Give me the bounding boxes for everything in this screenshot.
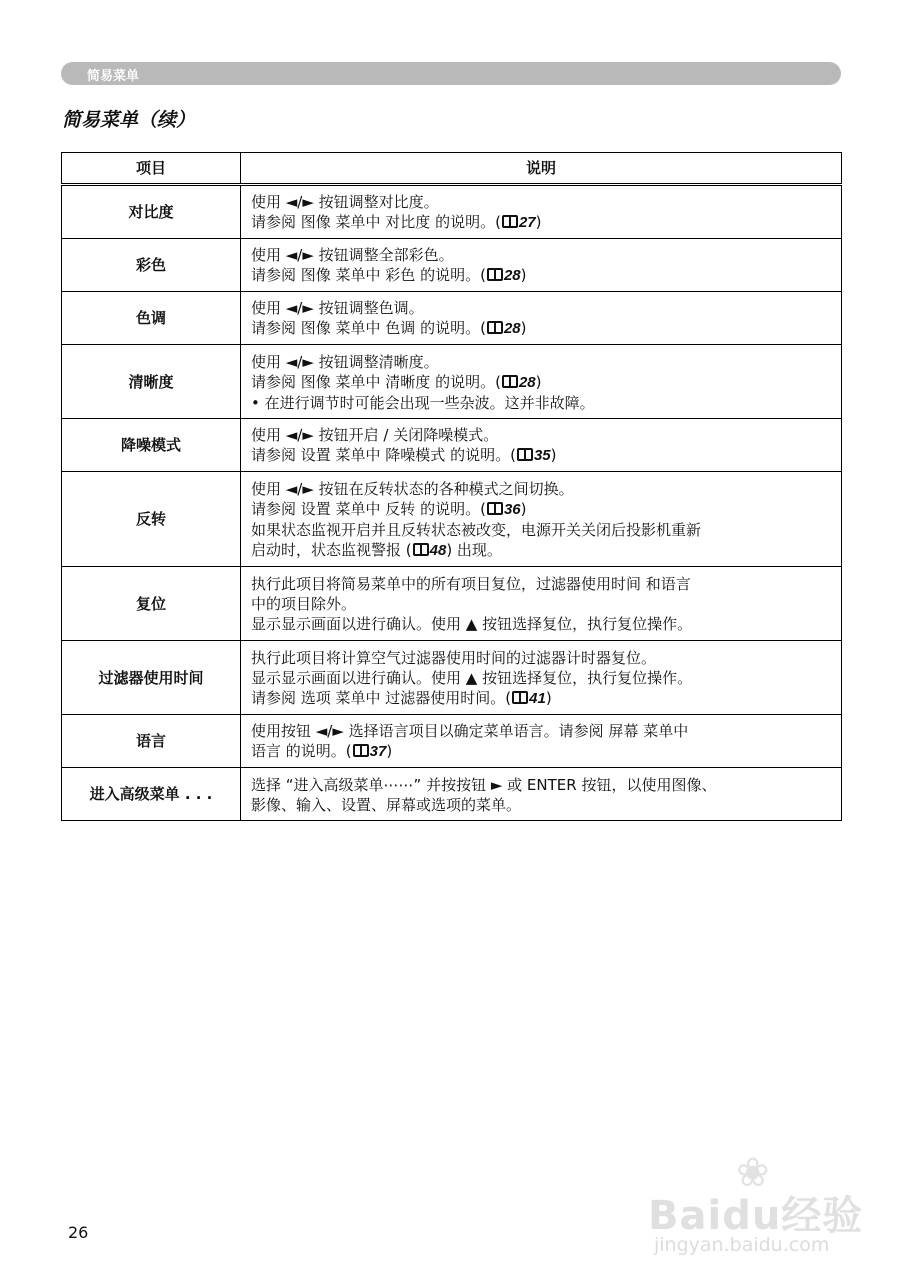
row-description — [241, 641, 842, 715]
description-text: 请参阅 图像 菜单中 彩色 的说明。( — [251, 266, 486, 284]
row-description — [241, 185, 842, 239]
row-item-name: 对比度 — [62, 185, 241, 239]
description-text-after: ) — [520, 266, 527, 284]
description-text: 中的项目除外。 — [251, 595, 357, 613]
description-line — [251, 352, 831, 372]
description-text: 使用 ◄/► 按钮在反转状态的各种模式之间切换。 — [251, 479, 574, 498]
description-line — [251, 445, 831, 466]
row-item-name: 彩色 — [62, 239, 241, 292]
page-reference — [516, 446, 551, 464]
description-text-after: ) — [520, 319, 527, 337]
page-reference — [501, 373, 536, 391]
watermark — [648, 1150, 864, 1260]
row-item-name: 过滤器使用时间 — [62, 641, 241, 715]
description-text: 执行此项目将计算空气过滤器使用时间的过滤器计时器复位。 — [251, 648, 657, 667]
description-text: 影像、输入、设置、屏幕或选项的菜单。 — [251, 795, 522, 814]
page-reference — [412, 541, 447, 559]
page-title: 简易菜单（续） — [62, 109, 196, 131]
table-row — [62, 185, 842, 239]
description-text: 使用按钮 ◄/► 选择语言项目以确定菜单语言。请参阅 屏幕 菜单中 — [251, 722, 689, 740]
description-line — [251, 265, 831, 286]
description-text: 使用 ◄/► 按钮调整清晰度。 — [251, 352, 439, 371]
description-line — [251, 540, 831, 561]
reference-page-number: 41 — [529, 689, 546, 707]
page-reference — [486, 266, 521, 284]
description-text: 使用 ◄/► 按钮调整对比度。 — [251, 193, 439, 211]
table-body — [62, 185, 842, 821]
description-line — [251, 795, 831, 815]
table-row — [62, 472, 842, 567]
column-header-description: 说明 — [241, 153, 842, 185]
description-text: 请参阅 图像 菜单中 对比度 的说明。( — [251, 213, 501, 231]
book-icon — [512, 691, 528, 704]
reference-page-number: 27 — [518, 214, 536, 231]
description-text-after: ) — [386, 742, 393, 760]
row-item-name: 复位 — [62, 567, 241, 641]
section-header-bar — [61, 62, 841, 85]
reference-page-number: 48 — [429, 541, 447, 559]
table-row — [62, 641, 842, 715]
description-text: • 在进行调节时可能会出现一些杂波。这并非故障。 — [251, 393, 595, 412]
row-item-name: 进入高级菜单 . . . — [62, 768, 241, 821]
reference-page-number: 36 — [503, 500, 521, 518]
description-text: 使用 ◄/► 按钮开启 / 关闭降噪模式。 — [251, 426, 499, 444]
description-text: 使用 ◄/► 按钮调整色调。 — [251, 299, 424, 317]
description-line — [251, 648, 831, 668]
row-description — [241, 419, 842, 472]
description-text: 如果状态监视开启并且反转状态被改变，电源开关关闭后投影机重新 — [251, 520, 702, 539]
description-text: 执行此项目将简易菜单中的所有项目复位，过滤器使用时间 和语言 — [251, 575, 691, 593]
reference-page-number: 35 — [533, 447, 551, 464]
row-item-name: 反转 — [62, 472, 241, 567]
menu-table — [61, 152, 842, 821]
book-icon — [487, 321, 503, 334]
description-line — [251, 212, 831, 233]
page-number: 26 — [68, 1223, 89, 1242]
row-item-name: 语言 — [62, 715, 241, 768]
row-item-name: 清晰度 — [62, 345, 241, 419]
table-row — [62, 715, 842, 768]
page-reference — [501, 213, 536, 231]
reference-page-number: 28 — [503, 320, 521, 337]
description-line — [251, 688, 831, 709]
row-item-name: 色调 — [62, 292, 241, 345]
description-line — [251, 775, 831, 795]
page-reference — [352, 742, 387, 760]
description-line — [251, 574, 831, 594]
book-icon — [487, 268, 503, 281]
page-reference — [486, 500, 521, 518]
reference-page-number: 28 — [518, 373, 536, 391]
watermark-text: Baidu经验 — [648, 1193, 864, 1239]
description-line — [251, 372, 831, 393]
book-icon — [502, 215, 518, 228]
row-description — [241, 239, 842, 292]
description-text: 请参阅 设置 菜单中 降噪模式 的说明。( — [251, 446, 516, 464]
description-text-after: ) — [550, 446, 557, 464]
reference-page-number: 28 — [503, 267, 521, 284]
description-text: 请参阅 图像 菜单中 色调 的说明。( — [251, 319, 486, 337]
description-text-after: ) 出现。 — [446, 540, 502, 559]
description-line — [251, 479, 831, 499]
row-description — [241, 715, 842, 768]
description-text-after: ) — [520, 499, 527, 518]
description-text: 语言 的说明。( — [251, 742, 352, 760]
book-icon — [502, 375, 518, 388]
page-reference — [511, 689, 546, 707]
row-description — [241, 472, 842, 567]
book-icon — [517, 448, 533, 461]
reference-page-number: 37 — [369, 743, 387, 760]
description-line — [251, 192, 831, 212]
description-text: 启动时，状态监视警报 ( — [251, 540, 412, 559]
table-row — [62, 292, 842, 345]
description-line — [251, 668, 831, 688]
row-description — [241, 768, 842, 821]
section-header-label: 简易菜单 — [87, 69, 140, 84]
description-text-after: ) — [535, 213, 542, 231]
table-row — [62, 419, 842, 472]
description-line — [251, 298, 831, 318]
description-text-after: ) — [545, 688, 552, 707]
description-line — [251, 741, 831, 762]
column-header-item: 项目 — [62, 153, 241, 185]
book-icon — [413, 543, 429, 556]
book-icon — [353, 744, 369, 757]
description-line — [251, 614, 831, 634]
watermark-url: jingyan.baidu.com — [654, 1234, 830, 1256]
row-item-name: 降噪模式 — [62, 419, 241, 472]
description-text: 使用 ◄/► 按钮调整全部彩色。 — [251, 246, 454, 264]
description-line — [251, 721, 831, 741]
paw-icon: ❀ — [736, 1150, 770, 1196]
row-description — [241, 292, 842, 345]
row-description — [241, 567, 842, 641]
description-text: 显示显示画面以进行确认。使用 ▲ 按钮选择复位，执行复位操作。 — [251, 615, 693, 633]
table-row — [62, 768, 842, 821]
description-text: 选择 “进入高级菜单⋯⋯” 并按按钮 ► 或 ENTER 按钮，以使用图像、 — [251, 775, 717, 794]
description-text: 请参阅 选项 菜单中 过滤器使用时间。( — [251, 688, 512, 707]
description-line — [251, 594, 831, 614]
table-row — [62, 239, 842, 292]
description-text-after: ) — [535, 372, 542, 391]
row-description — [241, 345, 842, 419]
description-text: 请参阅 图像 菜单中 清晰度 的说明。( — [251, 372, 501, 391]
book-icon — [487, 502, 503, 515]
page-reference — [486, 319, 521, 337]
description-line — [251, 318, 831, 339]
table-row — [62, 567, 842, 641]
table-row — [62, 345, 842, 419]
description-line — [251, 520, 831, 540]
table-header-row — [62, 153, 842, 185]
description-line — [251, 245, 831, 265]
description-line — [251, 499, 831, 520]
description-line — [251, 425, 831, 445]
description-text: 显示显示画面以进行确认。使用 ▲ 按钮选择复位，执行复位操作。 — [251, 668, 693, 687]
description-text: 请参阅 设置 菜单中 反转 的说明。( — [251, 499, 486, 518]
description-line — [251, 393, 831, 413]
